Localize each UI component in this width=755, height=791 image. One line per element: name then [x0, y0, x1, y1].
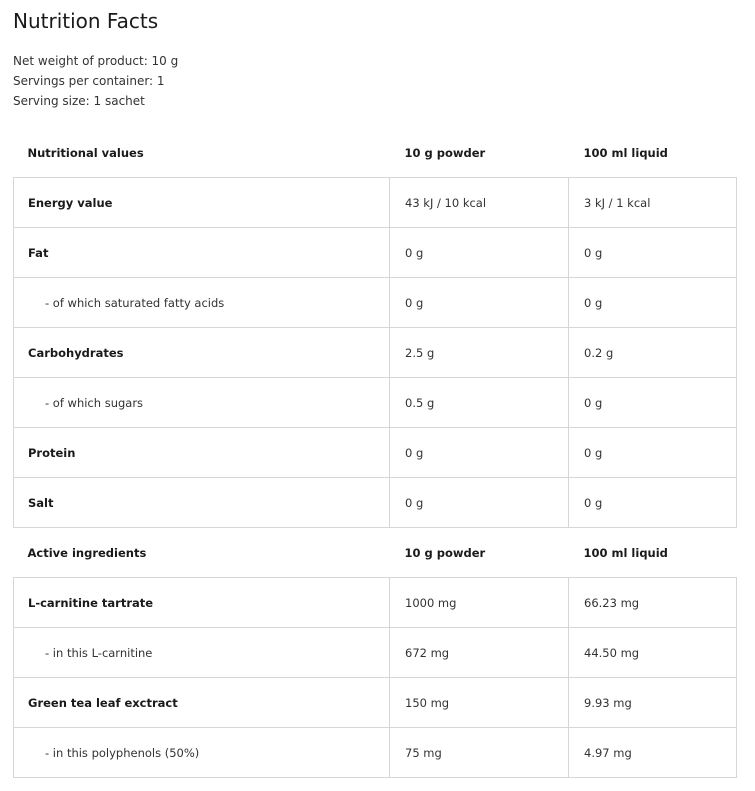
active-header-row [14, 528, 737, 578]
row-label: - of which saturated fatty acids [14, 278, 390, 328]
row-label: - in this L-carnitine [14, 628, 390, 678]
header-liquid: 100 ml liquid [569, 128, 737, 178]
header-powder: 10 g powder [390, 528, 569, 578]
row-powder-value: 150 mg [390, 678, 569, 728]
row-liquid-value: 0 g [569, 278, 737, 328]
row-liquid-value: 3 kJ / 1 kcal [569, 178, 737, 228]
table-row [14, 578, 737, 628]
row-powder-value: 2.5 g [390, 328, 569, 378]
table-row [14, 678, 737, 728]
table-row [14, 278, 737, 328]
nutrition-header-row [14, 128, 737, 178]
header-liquid: 100 ml liquid [569, 528, 737, 578]
table-row [14, 728, 737, 778]
row-powder-value: 0 g [390, 428, 569, 478]
row-liquid-value: 4.97 mg [569, 728, 737, 778]
row-label: Carbohydrates [14, 328, 390, 378]
table-row [14, 428, 737, 478]
table-row [14, 628, 737, 678]
product-meta [13, 51, 178, 111]
row-label: Green tea leaf exctract [14, 678, 390, 728]
row-powder-value: 1000 mg [390, 578, 569, 628]
row-liquid-value: 0 g [569, 228, 737, 278]
row-liquid-value: 66.23 mg [569, 578, 737, 628]
header-nutritional-values: Nutritional values [14, 128, 390, 178]
row-liquid-value: 44.50 mg [569, 628, 737, 678]
row-label: Fat [14, 228, 390, 278]
row-powder-value: 75 mg [390, 728, 569, 778]
row-liquid-value: 0 g [569, 378, 737, 428]
row-label: Protein [14, 428, 390, 478]
table-row [14, 178, 737, 228]
header-active-ingredients: Active ingredients [14, 528, 390, 578]
table-row [14, 478, 737, 528]
servings-text: Servings per container: 1 [13, 74, 165, 88]
net-weight-text: Net weight of product: 10 g [13, 54, 179, 68]
row-powder-value: 0 g [390, 478, 569, 528]
row-powder-value: 43 kJ / 10 kcal [390, 178, 569, 228]
row-powder-value: 0 g [390, 278, 569, 328]
table-row [14, 378, 737, 428]
table-row [14, 328, 737, 378]
page-title: Nutrition Facts [13, 9, 159, 33]
row-powder-value: 672 mg [390, 628, 569, 678]
row-label: L-carnitine tartrate [14, 578, 390, 628]
row-label: Energy value [14, 178, 390, 228]
row-liquid-value: 0 g [569, 478, 737, 528]
row-powder-value: 0 g [390, 228, 569, 278]
row-liquid-value: 0.2 g [569, 328, 737, 378]
serving-size-text: Serving size: 1 sachet [13, 94, 145, 108]
row-liquid-value: 0 g [569, 428, 737, 478]
row-label: Salt [14, 478, 390, 528]
table-row [14, 228, 737, 278]
row-label: - in this polyphenols (50%) [14, 728, 390, 778]
nutrition-table [13, 128, 737, 778]
row-liquid-value: 9.93 mg [569, 678, 737, 728]
row-label: - of which sugars [14, 378, 390, 428]
row-powder-value: 0.5 g [390, 378, 569, 428]
header-powder: 10 g powder [390, 128, 569, 178]
